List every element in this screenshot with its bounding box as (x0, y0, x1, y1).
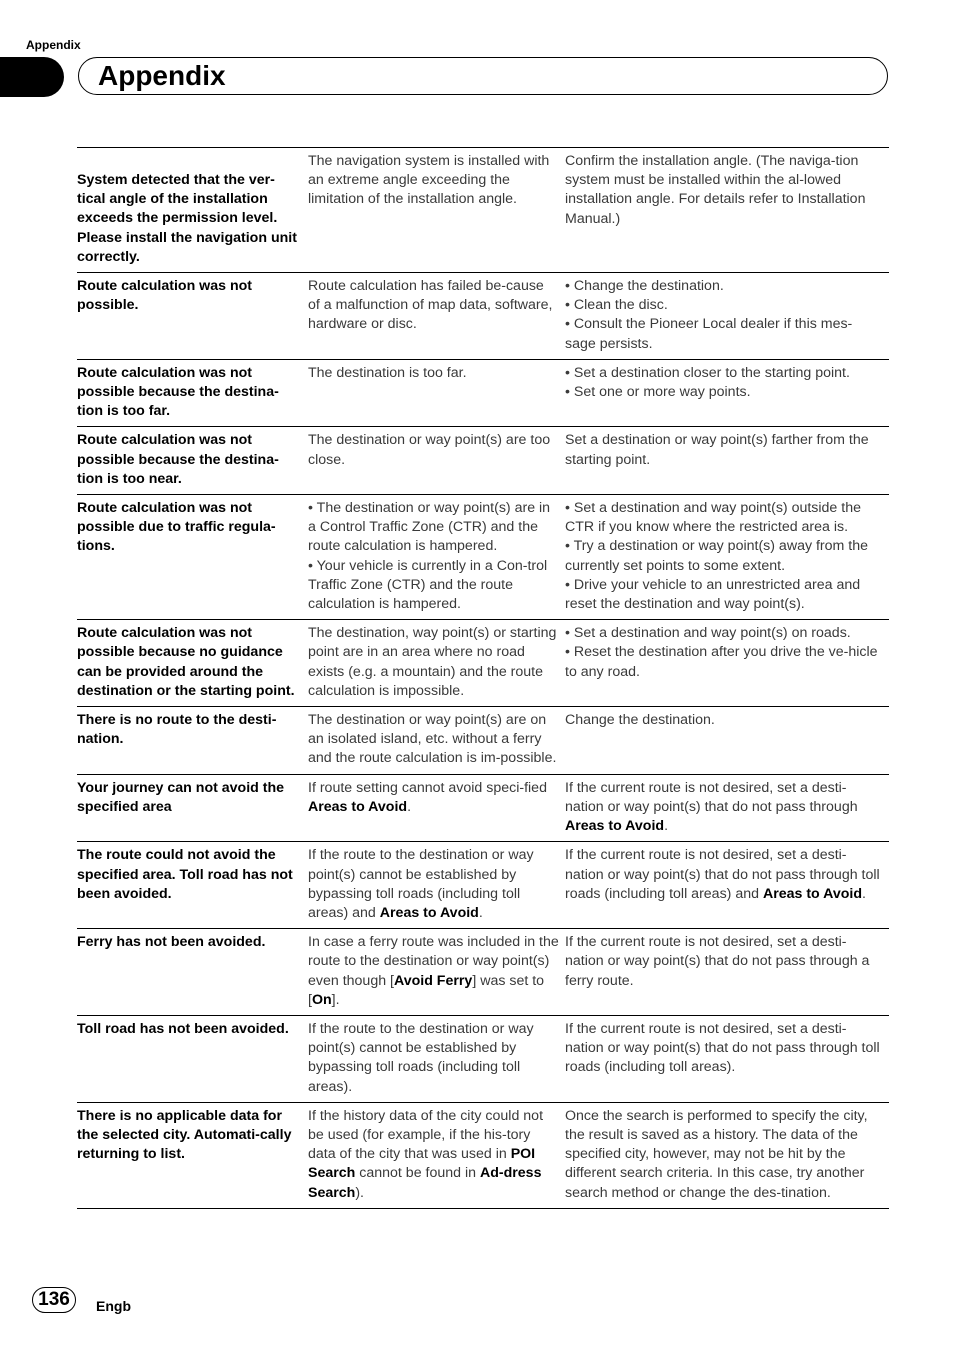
menu-name: Ad-dress Search (308, 1165, 542, 1201)
action-line: If the current route is not desired, set a desti-nation or way point(s) that do not pass through a ferry route. (565, 934, 870, 989)
table-row (77, 1015, 889, 1102)
action-line: Once the search is performed to specify the city, the result is saved as a history. The data of the specified city, however, may not be hit by the different search criteria. In this case, try another search method or change the des-tination. (565, 1107, 868, 1201)
cause-cell (308, 427, 565, 495)
table-row (77, 774, 889, 842)
message-cell: Route calculation was not possible because the destina-tion is too near. (77, 427, 308, 495)
action-cell (565, 620, 889, 707)
cause-cell (308, 620, 565, 707)
action-line: • Drive your vehicle to an unrestricted area and reset the destination and way point(s). (565, 576, 861, 613)
cause-cell (308, 842, 565, 929)
action-cell (565, 774, 889, 842)
cause-text: If the route to the destination or way point(s) cannot be established by bypassing toll roads (including toll areas) and (308, 847, 534, 921)
action-cell (565, 495, 889, 620)
action-cell (565, 929, 889, 1016)
action-cell (565, 148, 889, 273)
cause-line: Route calculation has failed be-cause of a malfunction of map data, software, hardware or disc. (308, 278, 553, 333)
cause-text: . (407, 798, 412, 815)
cause-line: • Your vehicle is currently in a Con-trol Traffic Zone (CTR) and the route calculation is hampered. (308, 557, 548, 613)
action-line: Confirm the installation angle. (The naviga-tion system must be installed within the al-lowed installation angle. For details refer to Installation Manual.) (565, 153, 866, 227)
cause-cell (308, 359, 565, 427)
action-line: • Reset the destination after you drive the ve-hicle to any road. (565, 644, 878, 680)
action-line: Set a destination or way point(s) farther from the starting point. (565, 432, 869, 468)
menu-name: POI Search (308, 1146, 536, 1182)
action-line: • Set one or more way points. (565, 384, 751, 401)
action-cell (565, 1015, 889, 1102)
message-cell: Route calculation was not possible. (77, 273, 308, 360)
message-cell: Toll road has not been avoided. (77, 1015, 308, 1102)
setting-value: On (311, 991, 332, 1008)
setting-name: Avoid Ferry (393, 972, 473, 989)
cause-cell (308, 148, 565, 273)
table-row (77, 1102, 889, 1208)
cause-text: If route setting cannot avoid speci-fied (308, 779, 547, 796)
cause-line: The destination or way point(s) are too close. (308, 432, 551, 468)
cause-line: If the route to the destination or way point(s) cannot be established by bypassing toll roads (including toll areas). (308, 1020, 534, 1095)
action-line: • Try a destination or way point(s) away from the currently set points to some extent. (565, 538, 869, 574)
action-line: • Consult the Pioneer Local dealer if this mes-sage persists. (565, 316, 853, 352)
message-cell: System detected that the ver-tical angle of the installation exceeds the permission level. Please install the navigation unit correctly. (77, 148, 308, 273)
action-text: . (664, 818, 669, 835)
message-cell: Your journey can not avoid the specified area (77, 774, 308, 842)
table-row (77, 148, 889, 273)
action-line: • Clean the disc. (565, 297, 668, 314)
setting-name: Areas to Avoid (379, 904, 479, 921)
cause-line: The destination is too far. (308, 364, 467, 381)
cause-text: . (478, 904, 483, 921)
action-line: • Set a destination closer to the starting point. (565, 364, 850, 381)
cause-cell (308, 273, 565, 360)
table-row (77, 273, 889, 360)
cause-text: ]. (331, 991, 340, 1008)
action-text: . (862, 885, 866, 902)
action-line: Change the destination. (565, 712, 715, 729)
cause-line: The destination, way point(s) or starting point are in an area where no road exists (e.g. a mountain) and the route calculation is impossible. (308, 625, 557, 699)
setting-name: Areas to Avoid (308, 798, 408, 815)
action-cell (565, 427, 889, 495)
message-cell: The route could not avoid the specified area. Toll road has not been avoided. (77, 842, 308, 929)
table-row (77, 427, 889, 495)
error-message-table (77, 147, 889, 1209)
cause-text: In case a ferry route was included in the route to the destination or way point(s) even though [ (308, 934, 559, 989)
setting-name: Areas to Avoid (762, 885, 863, 902)
action-text: If the current route is not desired, set a desti-nation or way point(s) that do not pass through toll roads (including toll areas) and (565, 847, 880, 902)
cause-cell (308, 495, 565, 620)
table-row (77, 495, 889, 620)
table-row (77, 929, 889, 1016)
action-cell (565, 273, 889, 360)
page-title: Appendix (98, 60, 226, 91)
table-row (77, 359, 889, 427)
section-tab-marker (0, 57, 64, 97)
cause-line: • The destination or way point(s) are in a Control Traffic Zone (CTR) and the route calculation is hampered. (308, 500, 551, 555)
cause-cell (308, 1102, 565, 1208)
setting-name: Areas to Avoid (565, 818, 665, 835)
message-cell: Ferry has not been avoided. (77, 929, 308, 1016)
cause-cell (308, 774, 565, 842)
table-row (77, 842, 889, 929)
running-head: Appendix (26, 38, 81, 52)
action-line: • Set a destination and way point(s) on roads. (565, 625, 851, 642)
table-row (77, 620, 889, 707)
message-cell: Route calculation was not possible because the destina-tion is too far. (77, 359, 308, 427)
cause-cell (308, 929, 565, 1016)
action-line: If the current route is not desired, set a desti-nation or way point(s) that do not pass through toll roads (including toll areas). (565, 1020, 880, 1076)
action-text: If the current route is not desired, set a desti-nation or way point(s) that do not pass through (565, 779, 858, 815)
action-line: • Set a destination and way point(s) outside the CTR if you know where the restricted area is. (565, 500, 861, 536)
cause-text: ). (355, 1184, 364, 1201)
action-cell (565, 1102, 889, 1208)
cause-line: The destination or way point(s) are on an isolated island, etc. without a ferry and the route calculation is im-possible. (308, 712, 557, 767)
message-cell: There is no route to the desti-nation. (77, 707, 308, 775)
action-cell (565, 707, 889, 775)
cause-cell (308, 707, 565, 775)
message-cell: Route calculation was not possible due to traffic regula-tions. (77, 495, 308, 620)
table-row (77, 707, 889, 775)
message-cell: There is no applicable data for the selected city. Automati-cally returning to list. (77, 1102, 308, 1208)
message-cell: Route calculation was not possible because no guidance can be provided around the destination or the starting point. (77, 620, 308, 707)
cause-line: The navigation system is installed with an extreme angle exceeding the limitation of the installation angle. (308, 153, 550, 208)
page-number-badge: 136 (32, 1287, 76, 1313)
cause-text: ] was set to [ (308, 972, 545, 1008)
action-cell (565, 842, 889, 929)
action-line: • Change the destination. (565, 278, 724, 295)
language-code: Engb (96, 1298, 131, 1314)
cause-text: If the history data of the city could not be used (for example, if the his-tory data of the city that was used in (308, 1107, 544, 1163)
cause-text: cannot be found in (355, 1165, 480, 1182)
cause-cell (308, 1015, 565, 1102)
action-cell (565, 359, 889, 427)
